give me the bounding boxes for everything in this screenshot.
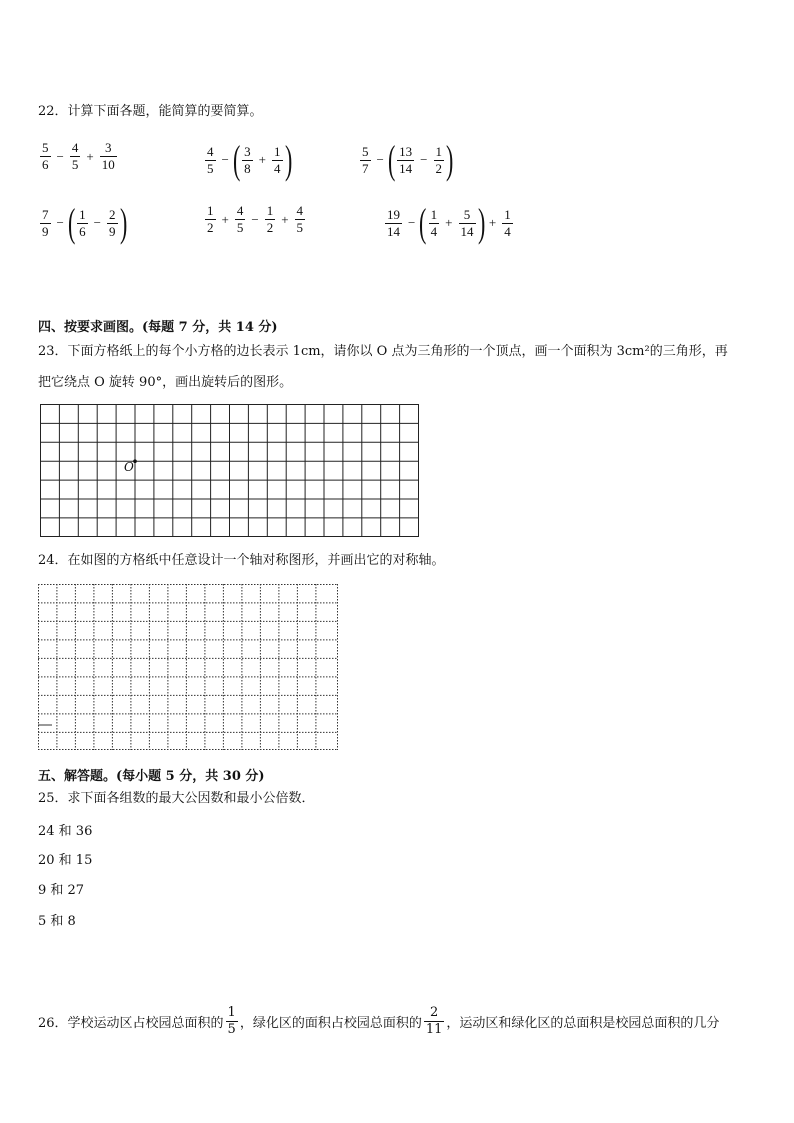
q23-prompt-line2: 把它绕点 O 旋转 90°，画出旋转后的图形。 [38,375,293,390]
fraction: $\frac{1}{2}$ [207,203,214,235]
fraction: $\frac{13}{14}$ [399,143,413,176]
q25-pair-3: 9 和 27 [38,883,85,898]
q22-expression-1: $\frac{5}{6}$ − $\frac{4}{5}$ + $\frac{3}{10}$ [42,140,115,172]
fraction: $\frac{3}{8}$ [244,143,251,176]
section-4-title: 四、按要求画图。(每题 7 分，共 14 分) [38,320,278,335]
fraction: $\frac{1}{2}$ [435,143,443,176]
q22-expression-4: $\frac{7}{9}$ − ( $\frac{1}{6}$ − $\frac{2}{9}$ ) [42,200,127,245]
fraction: $\frac{4}{5}$ [71,140,79,172]
fraction: $\frac{4}{5}$ [207,143,214,176]
q25-pair-1: 24 和 36 [38,824,93,839]
q23-prompt-line1: 23．下面方格纸上的每个小方格的边长表示 1cm，请你以 O 点为三角形的一个顶点，画一个面积为 3cm²的三角形，再 [38,344,728,359]
fraction: $\frac{2}{11}$ [425,1005,443,1037]
q23-grid-paper[interactable] [40,404,420,538]
q22-expression-5: $\frac{1}{2}$ + $\frac{4}{5}$ − $\frac{1}{2}$ + $\frac{4}{5}$ [207,203,304,235]
right-paren: ) [119,200,127,245]
left-paren: ( [232,137,241,182]
q24-dotted-grid-paper[interactable] [38,584,340,752]
fraction: $\frac{3}{10}$ [101,140,115,172]
fraction: $\frac{5}{7}$ [362,143,369,176]
fraction: $\frac{1}{4}$ [274,143,281,176]
right-paren: ) [477,200,485,245]
right-paren: ) [284,137,292,182]
q22-prompt: 22．计算下面各题，能简算的要简算。 [38,104,263,119]
left-paren: ( [67,200,76,245]
q26-prompt: 26．学校运动区占校园总面积的 $\frac{1}{5}$ ，绿化区的面积占校园总面积的 $\frac{2}{11}$ ，运动区和绿化区的总面积是校园总面积的几分 [38,1005,720,1037]
fraction: $\frac{4}{5}$ [296,203,304,235]
fraction: $\frac{7}{9}$ [42,206,49,239]
fraction: $\frac{4}{5}$ [236,203,244,235]
fraction: $\frac{1}{2}$ [266,203,274,235]
fraction: $\frac{1}{4}$ [430,206,438,239]
fraction: $\frac{1}{4}$ [504,206,511,239]
point-o-label: O [124,460,134,474]
fraction: $\frac{2}{9}$ [109,206,116,239]
q25-pair-4: 5 和 8 [38,914,76,929]
q24-prompt: 24．在如图的方格纸中任意设计一个轴对称图形，并画出它的对称轴。 [38,553,445,568]
q22-expression-2: $\frac{4}{5}$ − ( $\frac{3}{8}$ + $\frac{1}{4}$ ) [207,137,292,182]
q25-prompt: 25．求下面各组数的最大公因数和最小公倍数． [38,791,315,806]
fraction: $\frac{1}{6}$ [79,206,86,239]
fraction: $\frac{1}{5}$ [227,1005,236,1037]
q22-expression-6: $\frac{19}{14}$ − ( $\frac{1}{4}$ + $\frac{5}{14}$ ) + $\frac{1}{4}$ [387,200,511,245]
q22-expression-3: $\frac{5}{7}$ − ( $\frac{13}{14}$ − $\frac{1}{2}$ ) [362,137,454,182]
q25-pair-2: 20 和 15 [38,853,93,868]
left-paren: ( [419,200,427,245]
left-paren: ( [387,137,396,182]
fraction: $\frac{19}{14}$ [387,206,400,239]
fraction: $\frac{5}{14}$ [460,206,474,239]
right-paren: ) [446,137,454,182]
fraction: $\frac{5}{6}$ [42,140,49,172]
section-5-title: 五、解答题。(每小题 5 分，共 30 分) [38,769,265,784]
